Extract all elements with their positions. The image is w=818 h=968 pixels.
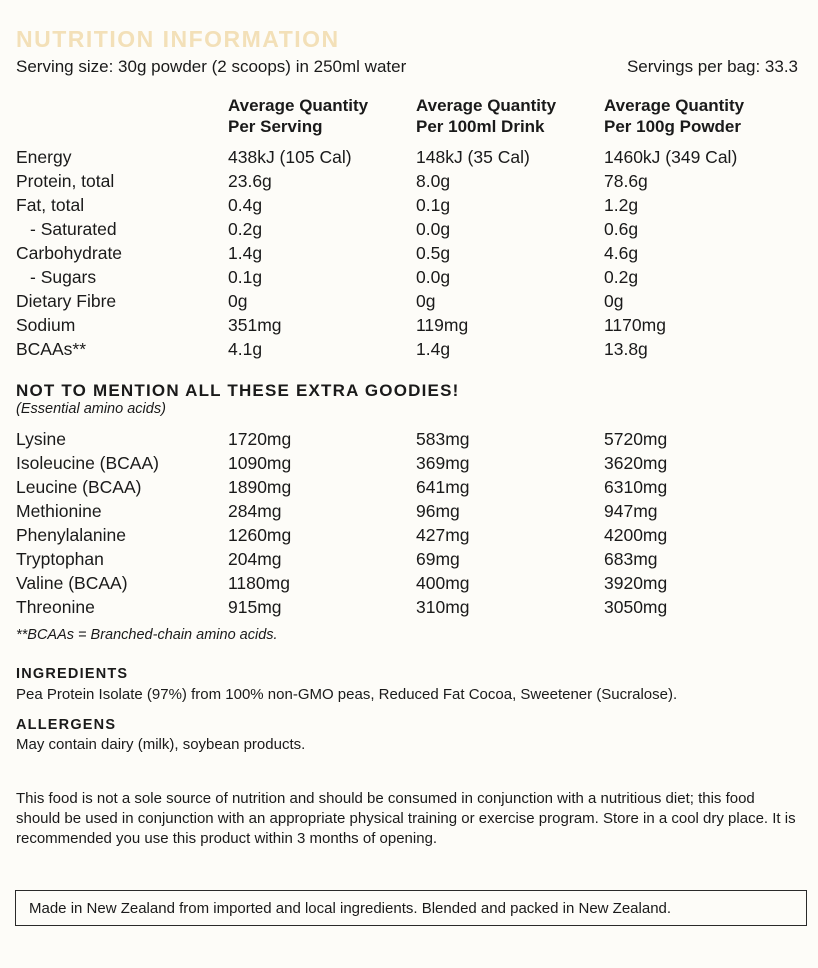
per-100ml-value: 0.0g (416, 219, 451, 239)
per-serving-value: 204mg (228, 549, 282, 569)
nutrient-table (0, 145, 818, 361)
per-100g-value: 3050mg (604, 597, 668, 617)
per-100g-value: 4200mg (604, 525, 668, 545)
ingredients-text: Pea Protein Isolate (97%) from 100% non-GMO peas, Reduced Fat Cocoa, Sweetener (Sucralose). (16, 686, 678, 703)
row-label: - Saturated (30, 219, 117, 239)
per-100ml-value: 310mg (416, 597, 470, 617)
row-label: Carbohydrate (16, 243, 123, 263)
nutrient-row (0, 265, 818, 289)
allergens-label: ALLERGENS (16, 717, 117, 733)
per-100g-value: 4.6g (604, 243, 639, 263)
row-label: Energy (16, 147, 72, 167)
per-100g-value: 1170mg (604, 315, 666, 335)
per-100ml-value: 0.5g (416, 243, 451, 263)
nutrient-row (0, 169, 818, 193)
per-serving-value: 0.1g (228, 267, 263, 287)
per-100g-value: 0.6g (604, 219, 639, 239)
per-serving-value: 351mg (228, 315, 282, 335)
amino-acid-row (0, 523, 818, 547)
amino-acid-row (0, 595, 818, 619)
row-label: BCAAs** (16, 339, 87, 359)
extras-subtitle: (Essential amino acids) (16, 401, 166, 417)
per-100ml-value: 641mg (416, 477, 470, 497)
header-per-100ml: Average Quantity Per 100ml Drink (416, 96, 557, 136)
per-100ml-value: 427mg (416, 525, 470, 545)
per-100g-value: 0g (604, 291, 624, 311)
header-per-100g: Average Quantity Per 100g Powder (604, 96, 745, 136)
per-serving-value: 1090mg (228, 453, 292, 473)
per-serving-value: 1180mg (228, 573, 290, 593)
amino-acid-row (0, 499, 818, 523)
amino-acid-row (0, 547, 818, 571)
row-label: Isoleucine (BCAA) (16, 453, 159, 473)
row-label: Threonine (16, 597, 95, 617)
row-label: Fat, total (16, 195, 85, 215)
per-serving-value: 0g (228, 291, 248, 311)
nutrient-row (0, 337, 818, 361)
origin-statement: Made in New Zealand from imported and local ingredients. Blended and packed in New Zealand. (15, 890, 807, 926)
per-100g-value: 947mg (604, 501, 658, 521)
per-serving-value: 438kJ (105 Cal) (228, 147, 352, 167)
nutrient-row (0, 289, 818, 313)
amino-acid-row (0, 451, 818, 475)
per-serving-value: 1.4g (228, 243, 263, 263)
per-100g-value: 6310mg (604, 477, 668, 497)
row-label: - Sugars (30, 267, 97, 287)
page-title: NUTRITION INFORMATION (16, 26, 340, 52)
per-100ml-value: 0.0g (416, 267, 451, 287)
row-label: Valine (BCAA) (16, 573, 128, 593)
bcaa-footnote: **BCAAs = Branched-chain amino acids. (16, 627, 278, 643)
per-100ml-value: 369mg (416, 453, 470, 473)
amino-acid-row (0, 475, 818, 499)
per-100g-value: 1460kJ (349 Cal) (604, 147, 738, 167)
per-100g-value: 0.2g (604, 267, 639, 287)
per-100g-value: 5720mg (604, 429, 668, 449)
per-serving-value: 23.6g (228, 171, 272, 191)
nutrient-row (0, 193, 818, 217)
ingredients-label: INGREDIENTS (16, 666, 129, 682)
per-serving-value: 1260mg (228, 525, 292, 545)
per-serving-value: 4.1g (228, 339, 263, 359)
row-label: Dietary Fibre (16, 291, 117, 311)
per-serving-value: 0.2g (228, 219, 263, 239)
amino-acid-row (0, 427, 818, 451)
per-serving-value: 1890mg (228, 477, 292, 497)
per-100g-value: 78.6g (604, 171, 648, 191)
allergens-text: May contain dairy (milk), soybean products. (16, 736, 306, 753)
per-100ml-value: 0g (416, 291, 436, 311)
serving-size: Serving size: 30g powder (2 scoops) in 250ml water (16, 57, 407, 76)
per-serving-value: 0.4g (228, 195, 263, 215)
header-per-serving: Average Quantity Per Serving (228, 96, 369, 136)
per-100ml-value: 1.4g (416, 339, 451, 359)
per-100ml-value: 400mg (416, 573, 470, 593)
per-serving-value: 1720mg (228, 429, 292, 449)
row-label: Sodium (16, 315, 76, 335)
extras-title: NOT TO MENTION ALL THESE EXTRA GOODIES! (16, 381, 460, 400)
nutrient-row (0, 217, 818, 241)
per-100g-value: 683mg (604, 549, 658, 569)
per-100g-value: 13.8g (604, 339, 648, 359)
per-100g-value: 3620mg (604, 453, 668, 473)
per-100ml-value: 583mg (416, 429, 470, 449)
row-label: Tryptophan (16, 549, 104, 569)
amino-acid-table (0, 427, 818, 619)
per-serving-value: 284mg (228, 501, 282, 521)
per-100ml-value: 69mg (416, 549, 460, 569)
nutrient-row (0, 313, 818, 337)
amino-acid-row (0, 571, 818, 595)
nutrient-row (0, 241, 818, 265)
row-label: Protein, total (16, 171, 115, 191)
per-100ml-value: 8.0g (416, 171, 451, 191)
per-100ml-value: 96mg (416, 501, 460, 521)
row-label: Phenylalanine (16, 525, 126, 545)
row-label: Lysine (16, 429, 66, 449)
per-serving-value: 915mg (228, 597, 282, 617)
row-label: Leucine (BCAA) (16, 477, 142, 497)
nutrient-row (0, 145, 818, 169)
servings-per-bag: Servings per bag: 33.3 (626, 57, 798, 76)
per-100ml-value: 0.1g (416, 195, 451, 215)
row-label: Methionine (16, 501, 102, 521)
per-100ml-value: 119mg (416, 315, 469, 335)
disclaimer-text: This food is not a sole source of nutrition and should be consumed in conjunction with a nutritious diet; this food should be used in conjunction with an appropriate physical training or exercise program. Store in a cool dry place. It is recommended you use this product within 3 months of opening. (16, 790, 796, 847)
per-100ml-value: 148kJ (35 Cal) (416, 147, 530, 167)
per-100g-value: 1.2g (604, 195, 639, 215)
per-100g-value: 3920mg (604, 573, 668, 593)
